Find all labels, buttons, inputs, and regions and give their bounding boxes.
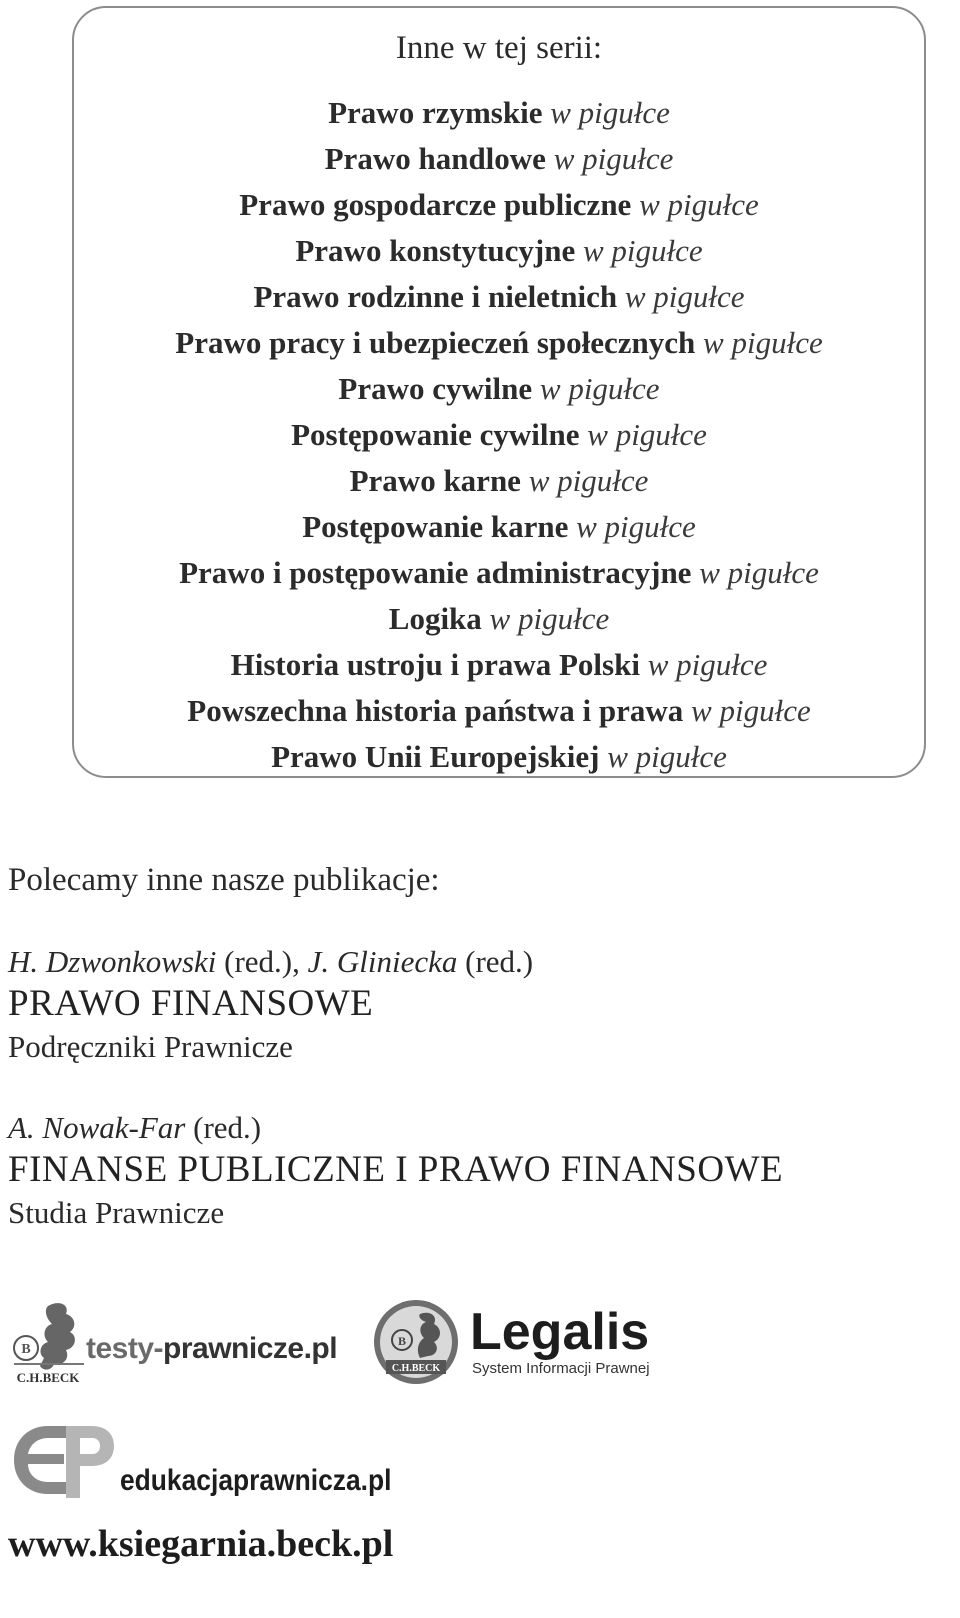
testy-prawnicze-wordmark: testy-prawnicze.pl (86, 1332, 338, 1365)
publication-authors (8, 1110, 783, 1146)
legalis-wordmark: Legalis (470, 1303, 650, 1361)
series-item-suffix: w pigułce (582, 233, 703, 268)
publication-prawo-finansowe (8, 944, 533, 1065)
author-name: H. Dzwonkowski (8, 944, 217, 979)
author-role: (red.) (457, 944, 534, 979)
author-name: J. Gliniecka (307, 944, 458, 979)
series-item-suffix: w pigułce (553, 141, 674, 176)
legalis-tagline: System Informacji Prawnej (472, 1360, 650, 1377)
series-item (74, 458, 924, 504)
series-item-title: Powszechna historia państwa i prawa (187, 693, 684, 728)
series-item-suffix: w pigułce (576, 509, 696, 544)
series-item-suffix: w pigułce (699, 555, 819, 590)
series-item (74, 136, 924, 182)
series-item-title: Logika (388, 601, 482, 636)
series-item-suffix: w pigułce (607, 739, 727, 774)
series-heading: Inne w tej serii: (395, 30, 603, 66)
series-item (74, 90, 924, 136)
author-name: A. Nowak-Far (8, 1110, 186, 1145)
publication-series: Podręczniki Prawnicze (8, 1029, 293, 1064)
author-role: (red.), (216, 944, 308, 979)
series-item-title: Prawo i postępowanie administracyjne (179, 555, 692, 590)
beck-seal-icon (372, 1298, 462, 1388)
edukacja-prawnicza-logo[interactable] (8, 1418, 408, 1504)
series-item-title: Prawo konstytucyjne (295, 233, 576, 268)
series-item-suffix: w pigułce (539, 371, 660, 406)
series-item (74, 366, 924, 412)
series-item (74, 274, 924, 320)
series-box (72, 6, 926, 778)
publication-finanse-publiczne (8, 1110, 783, 1231)
publication-title: PRAWO FINANSOWE (8, 983, 374, 1024)
series-item-suffix: w pigułce (624, 279, 745, 314)
testy-prawnicze-logo[interactable] (8, 1296, 348, 1388)
series-item (74, 734, 924, 780)
series-item-title: Prawo cywilne (338, 371, 533, 406)
series-item-title: Prawo handlowe (324, 141, 546, 176)
series-item-suffix: w pigułce (647, 647, 768, 682)
series-item (74, 550, 924, 596)
series-item-title: Prawo rodzinne i nieletnich (253, 279, 618, 314)
recommended-heading: Polecamy inne nasze publikacje: (8, 862, 440, 898)
svg-text:B: B (21, 1342, 31, 1357)
series-item (74, 688, 924, 734)
bookstore-url[interactable]: www.ksiegarnia.beck.pl (8, 1523, 394, 1565)
series-item (74, 320, 924, 366)
series-item-title: Prawo gospodarcze publiczne (239, 187, 632, 222)
series-item-title: Postępowanie cywilne (291, 417, 580, 452)
ep-monogram-icon (8, 1418, 118, 1504)
series-item-suffix: w pigułce (691, 693, 811, 728)
series-item (74, 182, 924, 228)
svg-text:C.H.BECK: C.H.BECK (16, 1370, 80, 1385)
series-list (74, 90, 924, 780)
series-item-title: Postępowanie karne (302, 509, 569, 544)
series-item-suffix: w pigułce (703, 325, 823, 360)
series-item-suffix: w pigułce (639, 187, 759, 222)
svg-text:B: B (397, 1334, 407, 1348)
series-item-suffix: w pigułce (489, 601, 610, 636)
publication-authors (8, 944, 533, 980)
series-item (74, 596, 924, 642)
edukacja-prawnicza-wordmark: edukacjaprawnicza.pl (120, 1464, 392, 1497)
series-item (74, 412, 924, 458)
series-item (74, 642, 924, 688)
series-item-title: Prawo pracy i ubezpieczeń społecznych (175, 325, 696, 360)
series-item (74, 228, 924, 274)
legalis-logo[interactable] (372, 1298, 702, 1388)
series-item-title: Prawo karne (349, 463, 521, 498)
series-item-title: Prawo Unii Europejskiej (271, 739, 600, 774)
publication-series: Studia Prawnicze (8, 1195, 225, 1230)
series-item-title: Prawo rzymskie (328, 95, 543, 130)
series-item-suffix: w pigułce (528, 463, 649, 498)
series-item-suffix: w pigułce (550, 95, 670, 130)
series-item-title: Historia ustroju i prawa Polski (230, 647, 640, 682)
svg-text:C.H.BECK: C.H.BECK (391, 1363, 441, 1374)
author-role: (red.) (185, 1110, 262, 1145)
series-item (74, 504, 924, 550)
series-item-suffix: w pigułce (587, 417, 707, 452)
griffin-emblem-icon (8, 1296, 88, 1388)
publication-title: FINANSE PUBLICZNE I PRAWO FINANSOWE (8, 1149, 784, 1190)
